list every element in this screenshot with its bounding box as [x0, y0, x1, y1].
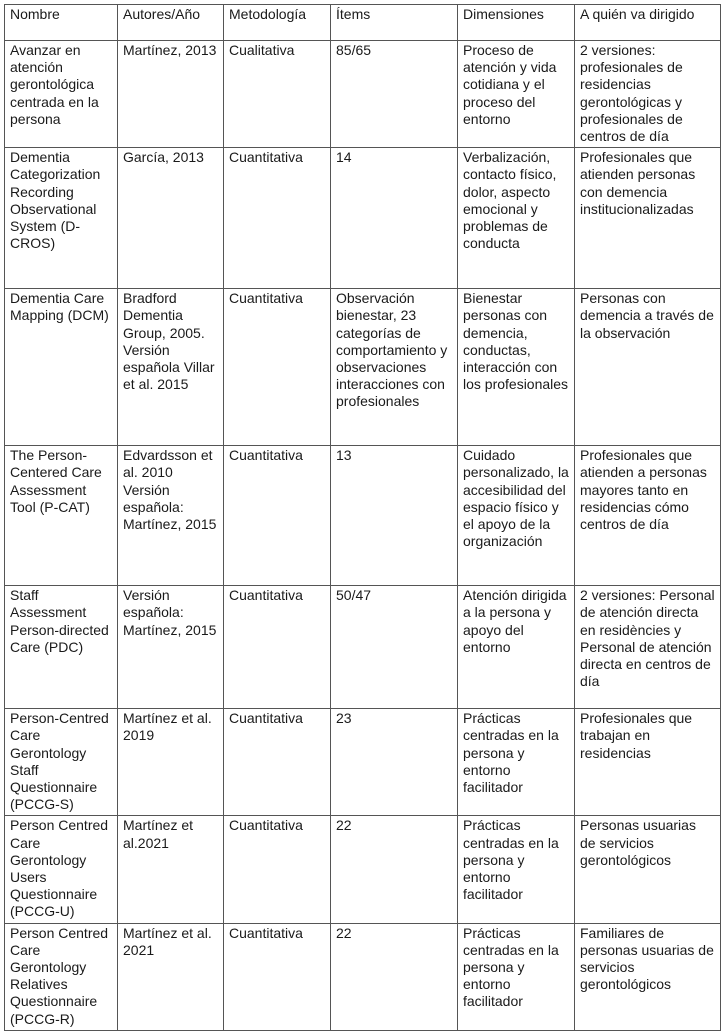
cell-items: 50/47 [331, 586, 458, 709]
cell-autores: Martínez et al.2021 [118, 816, 224, 923]
cell-dimensiones: Prácticas centradas en la persona y entorno facilitador [458, 816, 575, 923]
cell-items: 22 [331, 923, 458, 1030]
table-row [5, 446, 721, 586]
cell-metodologia: Cuantitativa [224, 446, 331, 586]
header-metodologia: Metodología [224, 5, 331, 41]
cell-metodologia: Cuantitativa [224, 709, 331, 816]
cell-metodologia: Cuantitativa [224, 586, 331, 709]
cell-items: Observación bienestar, 23 categorías de comportamiento y observaciones interacciones con profesionales [331, 289, 458, 446]
cell-autores: Martínez, 2013 [118, 41, 224, 148]
cell-autores: Martínez et al. 2021 [118, 923, 224, 1030]
header-items: Ítems [331, 5, 458, 41]
header-nombre: Nombre [5, 5, 118, 41]
header-autores: Autores/Año [118, 5, 224, 41]
header-row [5, 5, 721, 41]
cell-nombre: Staff Assessment Person-directed Care (PDC) [5, 586, 118, 709]
cell-nombre: Person Centred Care Gerontology Relatives Questionnaire (PCCG-R) [5, 923, 118, 1030]
cell-nombre: Dementia Categorization Recording Observational System (D-CROS) [5, 148, 118, 289]
cell-items: 22 [331, 816, 458, 923]
cell-dimensiones: Proceso de atención y vida cotidiana y el proceso del entorno [458, 41, 575, 148]
cell-autores: Martínez et al. 2019 [118, 709, 224, 816]
cell-items: 13 [331, 446, 458, 586]
cell-dirigido: 2 versiones: profesionales de residencias gerontológicas y profesionales de centros de día [575, 41, 721, 148]
cell-items: 23 [331, 709, 458, 816]
cell-items: 85/65 [331, 41, 458, 148]
cell-nombre: The Person-Centered Care Assessment Tool (P-CAT) [5, 446, 118, 586]
cell-metodologia: Cuantitativa [224, 816, 331, 923]
table-row [5, 923, 721, 1030]
table-row [5, 586, 721, 709]
cell-nombre: Dementia Care Mapping (DCM) [5, 289, 118, 446]
cell-metodologia: Cuantitativa [224, 289, 331, 446]
table-row [5, 816, 721, 923]
cell-dirigido: 2 versiones: Personal de atención directa en residències y Personal de atención directa en centros de día [575, 586, 721, 709]
cell-autores: Versión española: Martínez, 2015 [118, 586, 224, 709]
table-row [5, 289, 721, 446]
cell-dirigido: Profesionales que atienden a personas mayores tanto en residencias cómo centros de día [575, 446, 721, 586]
cell-dimensiones: Verbalización, contacto físico, dolor, aspecto emocional y problemas de conducta [458, 148, 575, 289]
cell-dimensiones: Prácticas centradas en la persona y entorno facilitador [458, 923, 575, 1030]
cell-autores: Bradford Dementia Group, 2005. Versión española Villar et al. 2015 [118, 289, 224, 446]
cell-dimensiones: Prácticas centradas en la persona y entorno facilitador [458, 709, 575, 816]
cell-metodologia: Cualitativa [224, 41, 331, 148]
cell-nombre: Person Centred Care Gerontology Users Questionnaire (PCCG-U) [5, 816, 118, 923]
cell-autores: García, 2013 [118, 148, 224, 289]
header-dimensiones: Dimensiones [458, 5, 575, 41]
header-dirigido: A quién va dirigido [575, 5, 721, 41]
table-row [5, 41, 721, 148]
instruments-table [4, 4, 721, 1031]
cell-dimensiones: Atención dirigida a la persona y apoyo del entorno [458, 586, 575, 709]
cell-nombre: Person-Centred Care Gerontology Staff Questionnaire (PCCG-S) [5, 709, 118, 816]
cell-metodologia: Cuantitativa [224, 148, 331, 289]
cell-dirigido: Profesionales que atienden personas con demencia institucionalizadas [575, 148, 721, 289]
cell-metodologia: Cuantitativa [224, 923, 331, 1030]
cell-dirigido: Profesionales que trabajan en residencias [575, 709, 721, 816]
cell-autores: Edvardsson et al. 2010 Versión española: Martínez, 2015 [118, 446, 224, 586]
cell-dirigido: Personas con demencia a través de la observación [575, 289, 721, 446]
cell-dimensiones: Cuidado personalizado, la accesibilidad del espacio físico y el apoyo de la organización [458, 446, 575, 586]
table-row [5, 148, 721, 289]
cell-dirigido: Personas usuarias de servicios gerontológicos [575, 816, 721, 923]
cell-items: 14 [331, 148, 458, 289]
cell-dirigido: Familiares de personas usuarias de servicios gerontológicos [575, 923, 721, 1030]
table-row [5, 709, 721, 816]
cell-nombre: Avanzar en atención gerontológica centrada en la persona [5, 41, 118, 148]
cell-dimensiones: Bienestar personas con demencia, conductas, interacción con los profesionales [458, 289, 575, 446]
